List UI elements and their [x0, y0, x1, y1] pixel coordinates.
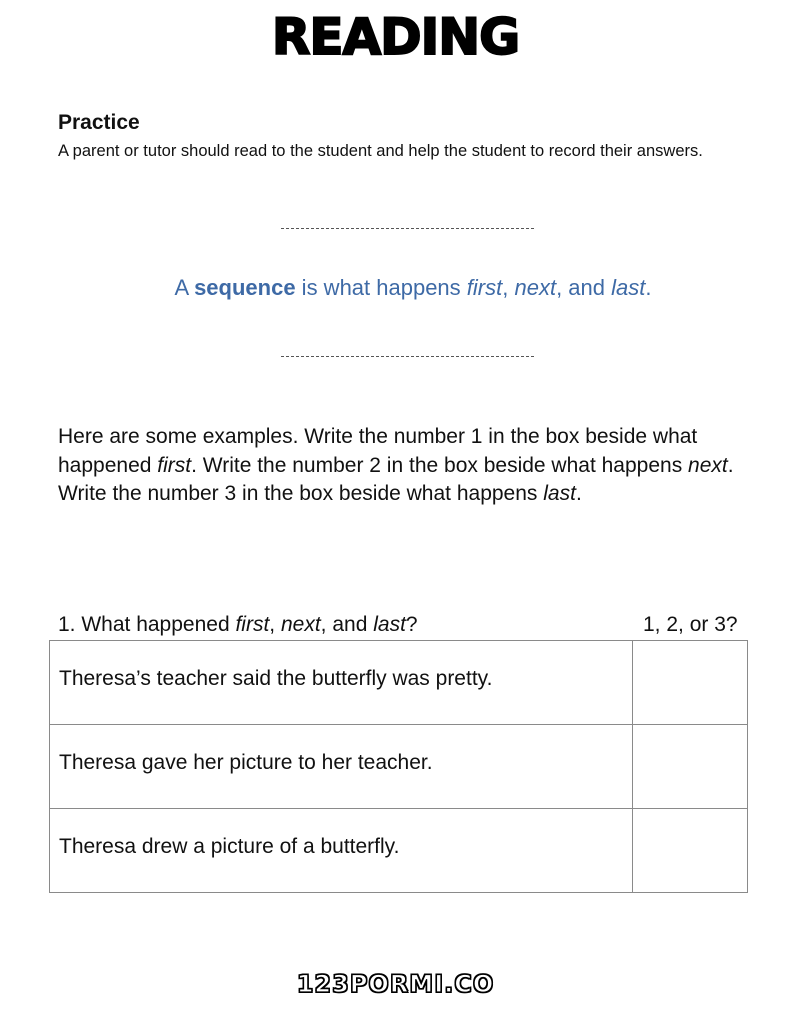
event-text: Theresa drew a picture of a butterfly. [50, 809, 633, 893]
question-label [58, 613, 418, 637]
sequence-table [49, 640, 748, 893]
instructions-s1: Here are some examples. Write the number 1 in the box beside what happened [58, 425, 698, 477]
divider-top [281, 228, 534, 229]
definition-next: next [514, 275, 557, 300]
answer-hint: 1, 2, or 3? [643, 613, 738, 636]
event-text: Theresa gave her picture to her teacher. [50, 725, 633, 809]
table-row [50, 641, 748, 725]
question-prefix: 1. What happened [58, 613, 236, 636]
sequence-definition [0, 275, 791, 301]
answer-box[interactable] [633, 725, 748, 809]
instructions-next: next [688, 453, 728, 477]
definition-pre: A [174, 275, 195, 300]
examples-instructions [58, 423, 758, 509]
question-first: first [235, 613, 270, 636]
definition-comma-1: , [502, 275, 515, 300]
question-comma-1: , [269, 613, 281, 636]
instructions-last: last [543, 482, 576, 505]
definition-mid: is what happens [295, 275, 467, 300]
footer-brand: 123PORMI.CO [296, 970, 495, 998]
instructions-first: first [157, 453, 192, 477]
answer-box[interactable] [633, 641, 748, 725]
instructions-s4: . [575, 482, 582, 505]
table-row [50, 725, 748, 809]
definition-last: last [611, 275, 646, 300]
page-title: READING [271, 8, 520, 66]
practice-instructions: A parent or tutor should read to the student and help the student to record their answers. [58, 142, 703, 160]
definition-end: . [645, 275, 652, 300]
table-row [50, 809, 748, 893]
instructions-s3: . Write the number 3 in the box beside what happens [58, 453, 734, 505]
definition-first: first [466, 275, 503, 300]
event-text: Theresa’s teacher said the butterfly was pretty. [50, 641, 633, 725]
definition-term: sequence [194, 275, 296, 300]
question-last: last [373, 613, 406, 636]
question-end: ? [405, 613, 418, 636]
answer-box[interactable] [633, 809, 748, 893]
divider-bottom [281, 356, 534, 357]
question-comma-2: , and [320, 613, 374, 636]
definition-comma-2: , and [556, 275, 612, 300]
practice-heading: Practice [58, 111, 140, 134]
question-next: next [280, 613, 321, 636]
instructions-s2: . Write the number 2 in the box beside what happens [191, 453, 689, 477]
